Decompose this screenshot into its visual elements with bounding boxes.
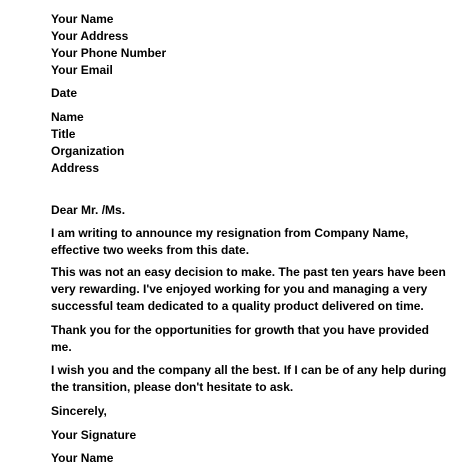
sender-block [51,11,166,79]
recipient-address: Address [51,161,100,175]
paragraph-wishes: I wish you and the company all the best. If I can be of any help during the transition, please don't hesitate to ask. [51,363,447,394]
recipient-organization: Organization [51,144,125,158]
letter-date: Date [51,86,78,100]
sender-phone: Your Phone Number [51,46,167,60]
paragraph-decision: This was not an easy decision to make. The past ten years have been very rewarding. I've enjoyed working for you and managing a very successful team dedicated to a quality product delivered on time. [51,265,446,313]
recipient-block [51,109,124,177]
signature-name: Your Name [51,451,114,465]
salutation: Dear Mr. /Ms. [51,203,126,217]
paragraph-thanks: Thank you for the opportunities for growth that you have provided me. [51,323,430,354]
closing: Sincerely, [51,404,107,418]
paragraph-announcement: I am writing to announce my resignation from Company Name, effective two weeks from this date. [51,226,409,257]
sender-email: Your Email [51,63,113,77]
sender-name: Your Name [51,12,114,26]
recipient-title: Title [51,127,76,141]
recipient-name: Name [51,110,84,124]
sender-address: Your Address [51,29,129,43]
signature: Your Signature [51,428,137,442]
